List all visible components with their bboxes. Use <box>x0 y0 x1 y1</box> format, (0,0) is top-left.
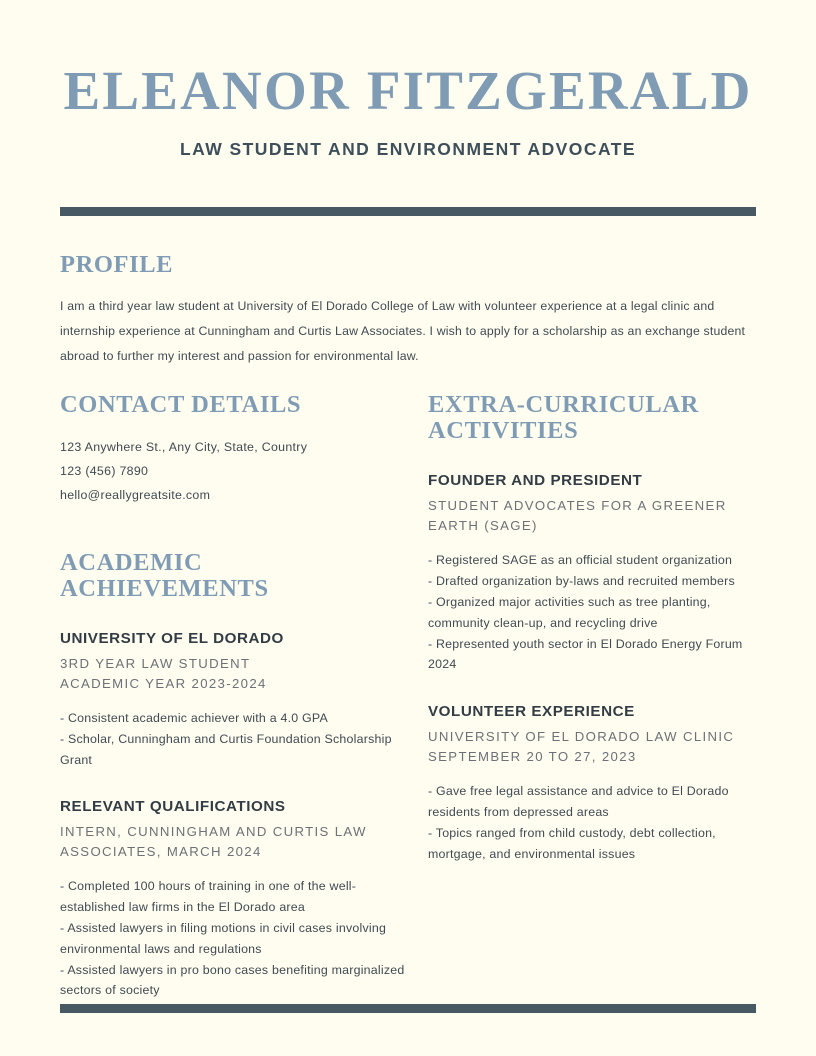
qualifications-line2: ASSOCIATES, MARCH 2024 <box>60 844 262 860</box>
volunteer-bullets <box>428 781 756 864</box>
left-column <box>60 392 405 1001</box>
volunteer-title: VOLUNTEER EXPERIENCE <box>428 703 635 721</box>
profile-heading: PROFILE <box>60 251 174 278</box>
list-item: - Represented youth sector in El Dorado Energy Forum 2024 <box>428 636 743 672</box>
founder-org-lines <box>428 496 756 536</box>
list-item: - Completed 100 hours of training in one of the well-established law firms in the El Dorado area <box>60 879 357 915</box>
academic-entry-line2: ACADEMIC YEAR 2023-2024 <box>60 675 267 691</box>
academic-entry-lines <box>60 654 405 694</box>
spacer <box>428 444 756 471</box>
qualifications-heading: RELEVANT QUALIFICATIONS <box>60 798 286 816</box>
contact-heading: CONTACT DETAILS <box>60 391 302 418</box>
academic-entry-line1: 3RD YEAR LAW STUDENT <box>60 655 251 671</box>
list-item: - Drafted organization by-laws and recruited members <box>428 574 735 589</box>
list-item: - Topics ranged from child custody, debt collection, mortgage, and environmental issues <box>428 825 716 861</box>
list-item: - Scholar, Cunningham and Curtis Foundation Scholarship Grant <box>60 731 392 767</box>
volunteer-line2: SEPTEMBER 20 TO 27, 2023 <box>428 749 637 765</box>
list-item: - Registered SAGE as an official student organization <box>428 553 733 568</box>
contact-phone: 123 (456) 7890 <box>60 464 149 479</box>
academic-entry-title: UNIVERSITY OF EL DORADO <box>60 630 284 648</box>
spacer <box>428 675 756 702</box>
spacer <box>60 508 405 550</box>
academic-heading: ACADEMIC ACHIEVEMENTS <box>60 548 269 602</box>
divider-top <box>60 207 756 216</box>
list-item: - Assisted lawyers in filing motions in civil cases involving environmental laws and regulations <box>60 920 387 956</box>
volunteer-line1: UNIVERSITY OF EL DORADO LAW CLINIC <box>428 729 735 744</box>
qualifications-bullets <box>60 876 405 1001</box>
profile-section <box>60 252 750 369</box>
founder-bullets <box>428 550 756 675</box>
divider-bottom <box>60 1004 756 1013</box>
right-column <box>428 392 756 864</box>
resume-header <box>0 0 816 160</box>
list-item: - Consistent academic achiever with a 4.0 GPA <box>60 710 328 725</box>
founder-title: FOUNDER AND PRESIDENT <box>428 472 643 490</box>
contact-address: 123 Anywhere St., Any City, State, Country <box>60 440 308 455</box>
qualifications-lines <box>60 822 405 862</box>
spacer <box>60 602 405 629</box>
founder-entry <box>428 471 756 675</box>
extracurricular-section <box>428 392 756 864</box>
contact-section <box>60 392 405 508</box>
candidate-job-title: LAW STUDENT AND ENVIRONMENT ADVOCATE <box>180 139 636 160</box>
qualifications-section <box>60 797 405 1001</box>
candidate-name: ELEANOR FITZGERALD <box>63 60 753 121</box>
list-item: - Organized major activities such as tree planting, community clean-up, and recycling drive <box>428 594 711 630</box>
contact-list <box>60 436 405 507</box>
extracurricular-heading: EXTRA-CURRICULAR ACTIVITIES <box>428 391 699 445</box>
academic-section <box>60 550 405 771</box>
founder-line2: EARTH (SAGE) <box>428 518 538 534</box>
list-item: - Gave free legal assistance and advice to El Dorado residents from depressed areas <box>428 784 729 819</box>
contact-email[interactable]: hello@reallygreatsite.com <box>60 487 211 502</box>
academic-bullets <box>60 708 405 770</box>
profile-text: I am a third year law student at University of El Dorado College of Law with volunteer experience at a legal clinic and internship experience at Cunningham and Curtis Law Associates. I wish to apply for a scholarship as an exchange student abroad to further my interest and passion for environmental law. <box>60 299 746 363</box>
volunteer-entry <box>428 702 756 864</box>
qualifications-line1: INTERN, CUNNINGHAM AND CURTIS LAW <box>60 824 367 840</box>
list-item: - Assisted lawyers in pro bono cases benefiting marginalized sectors of society <box>60 962 405 998</box>
spacer <box>60 770 405 797</box>
founder-line1: STUDENT ADVOCATES FOR A GREENER <box>428 498 727 514</box>
volunteer-org-lines <box>428 727 756 767</box>
